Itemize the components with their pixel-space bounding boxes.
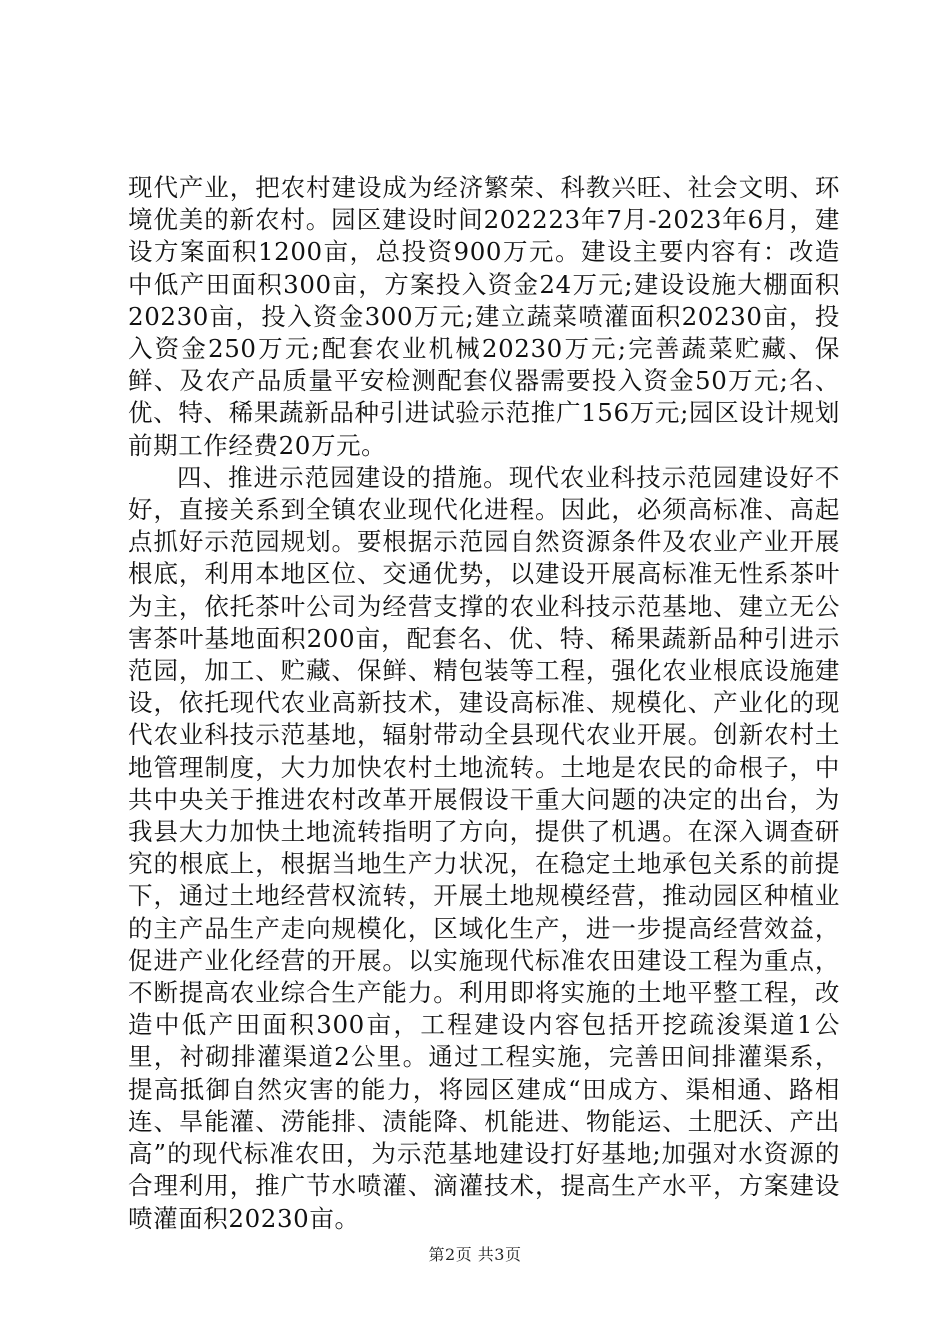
- paragraph-measures: 四、推进示范园建设的措施。现代农业科技示范园建设好不好，直接关系到全镇农业现代化进程。因此，必须高标准、高起点抓好示范园规划。要根据示范园自然资源条件及农业产业开展根底，利用本地区位、交通优势，以建设开展高标准无性系茶叶为主，依托茶叶公司为经营支撑的农业科技示范基地、建立无公害茶叶基地面积200亩，配套名、优、特、稀果蔬新品种引进示范园，加工、贮藏、保鲜、精包装等工程，强化农业根底设施建设，依托现代农业高新技术，建设高标准、规模化、产业化的现代农业科技示范基地，辐射带动全县现代农业开展。创新农村土地管理制度，大力加快农村土地流转。土地是农民的命根子，中共中央关于推进农村改革开展假设干重大问题的决定的出台，为我县大力加快土地流转指明了方向，提供了机遇。在深入调查研究的根底上，根据当地生产力状况，在稳定土地承包关系的前提下，通过土地经营权流转，开展土地规模经营，推动园区种植业的主产品生产走向规模化，区域化生产，进一步提高经营效益，促进产业化经营的开展。以实施现代标准农田建设工程为重点，不断提高农业综合生产能力。利用即将实施的土地平整工程，改造中低产田面积300亩，工程建设内容包括开挖疏浚渠道1公里，衬砌排灌渠道2公里。通过工程实施，完善田间排灌渠系，提高抵御自然灾害的能力，将园区建成“田成方、渠相通、路相连、旱能灌、涝能排、渍能降、机能进、物能运、土肥沃、产出高”的现代标准农田，为示范基地建设打好基地;加强对水资源的合理利用，推广节水喷灌、滴灌技术，提高生产水平，方案建设喷灌面积20230亩。: [128, 462, 840, 1233]
- paragraph-continued: 现代产业，把农村建设成为经济繁荣、科教兴旺、社会文明、环境优美的新农村。园区建设时间202223年7月-2023年6月，建设方案面积1200亩，总投资900万元。建设主要内容有：改造中低产田面积300亩，方案投入资金24万元;建设设施大棚面积20230亩，投入资金300万元;建立蔬菜喷灌面积20230亩，投入资金250万元;配套农业机械20230万元;完善蔬菜贮藏、保鲜、及农产品质量平安检测配套仪器需要投入资金50万元;名、优、特、稀果蔬新品种引进试验示范推广156万元;园区设计规划前期工作经费20万元。: [128, 173, 840, 460]
- document-body: [128, 172, 840, 1235]
- page-footer: [0, 1242, 950, 1265]
- page-number: 第2页 共3页: [428, 1245, 522, 1264]
